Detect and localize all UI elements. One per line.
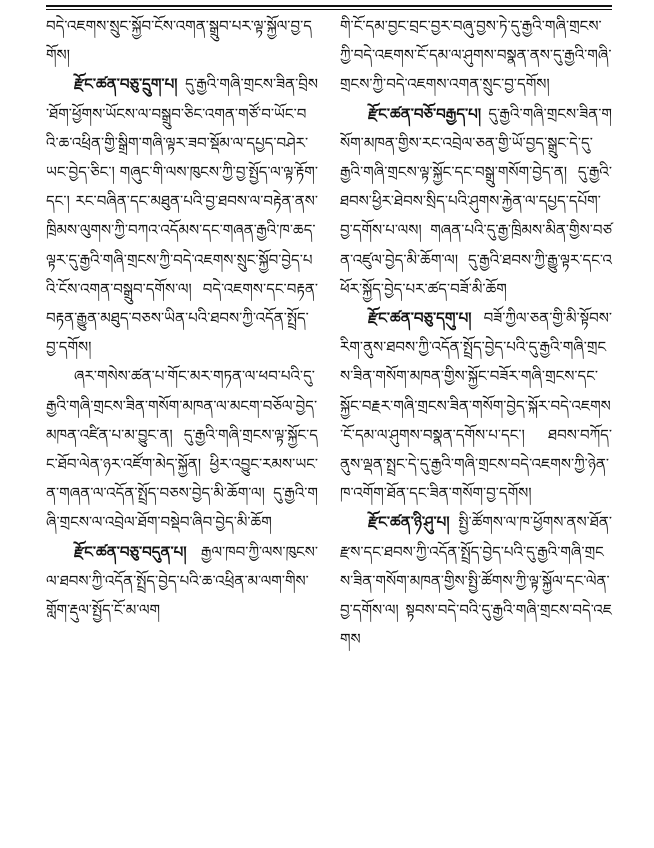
paragraph-text: སྤྱི་ཚོགས་ལ་ཁ་ཕྱོགས་ནས་ཐོན་རྫས་དང་ཐབས་ཀྱི་འདོན་སྤྲོད་བྱེད་པའི་དུ་རྒྱའི་གཞི་གྲངས་ཟིན་གསོག་མཁན་གྱིས་སྤྱི་ཚོགས་ཀྱི་ལྟ་སྐྱོལ་དང་ལེན་བྱ་དགོས་ལ། སྟབས་བདེ་བའི་དུ་རྒྱའི་གཞི་གྲངས་བདེ་འཇགས	[340, 513, 612, 649]
article-heading: རྫོང་ཚན་བཅོ་བརྒྱད་པ།	[368, 104, 482, 123]
left-column	[46, 12, 318, 625]
paragraph	[340, 508, 612, 654]
paragraph	[340, 100, 612, 304]
paragraph	[340, 304, 612, 508]
paragraph-text: བདེ་འཇགས་སྲུང་སྐྱོབ་ངོས་འགན་སྒྲུབ་པར་ལྟ་སྐྱོལ་བྱ་དགོས།	[46, 17, 312, 65]
article-heading: རྫོང་ཚན་བཅུ་བདུན་པ།	[74, 542, 187, 561]
top-rule-thin	[46, 9, 612, 10]
paragraph	[46, 538, 318, 626]
paragraph	[340, 12, 612, 100]
right-column	[340, 12, 612, 654]
paragraph	[46, 362, 318, 537]
paragraph	[46, 70, 318, 362]
article-heading: རྫོང་ཚན་ཉི་ཤུ་པ།	[368, 513, 450, 532]
paragraph-text: བཟོ་ཀྱིལ་ཅན་གྱི་མི་སྟོབས་རིག་ནུས་ཐབས་ཀྱི་འདོན་སྤྲོད་བྱེད་པའི་དུ་རྒྱའི་གཞི་གྲངས་ཟིན་གསོག་མཁན་གྱིས་སྐྱོང་བཟོར་གཞི་གྲངས་དང་སྐྱོང་བརྗར་གཞི་གྲངས་ཟིན་གསོག་བྱེད་སྐོར་བདེ་འཇགས་ངོ་དམ་ལ་ཤུགས་བསྣན་དགོས་པ་དང་། ཐབས་བཀོད་ནུས་ལྡན་སྤྲང་དེ་དུ་རྒྱའི་གཞི་གྲངས་བདེ་འཇགས་ཀྱི་ཉེན་ཁ་འགོག་ཐོན་དང་ཟིན་གསོག་བྱ་དགོས།	[340, 309, 612, 503]
paragraph-text: གི་ངོ་དམ་བྱང་བྲང་བྱར་བཞུ་བྱས་ཏེ་དུ་རྒྱའི་གཞི་གྲངས་ཀྱི་བདེ་འཇགས་ངོ་དམ་ལ་ཤུགས་བསྣན་ནས་དུ་རྒྱའི་གཞི་གྲངས་ཀྱི་བདེ་འཇགས་འགན་སྲུང་བྱ་དགོས།	[340, 17, 612, 94]
top-rule	[46, 5, 612, 7]
paragraph-text: རྒྱལ་ཁབ་ཀྱི་ལས་ཁུངས་ལ་ཐབས་ཀྱི་འདོན་སྤྲོད་བྱེད་པའི་ཆ་འཕྲིན་མ་ལག་གིས་གློག་རྡུལ་སྤྱོད་ངོ་མ་ལག	[46, 542, 318, 620]
article-heading: རྫོང་ཚན་བཅུ་དྲུག་པ།	[74, 75, 178, 94]
article-heading: རྫོང་ཚན་བཅུ་དགུ་པ།	[368, 309, 472, 328]
paragraph-text: དུ་རྒྱའི་གཞི་གྲངས་ཟིན་བྲིས་ཐོག་ཕྱོགས་ཡོངས་ལ་བསྒྲུབ་ཅིང་འགན་གཙོ་བ་ཡོང་བའི་ཆ་འཕྲིན་གྱི་སྒྲིག་གཞི་ལྟར་ཟབ་སྡོམ་ལ་དཔྱད་བཤེར་ཡང་བྱེད་ཅིང་། གཞུང་གི་ལས་ཁུངས་ཀྱི་བྱ་སྤྱོད་ལ་ལྟ་རྟོག་དང་། རང་བཞིན་དང་མཐུན་པའི་བྱ་ཐབས་ལ་བརྟེན་ནས་ཁྲིམས་ལུགས་ཀྱི་བཀའ་འདོམས་དང་གཞན་རྒྱའི་ཁ་ཆད་ལྟར་དུ་རྒྱའི་གཞི་གྲངས་ཀྱི་བདེ་འཇགས་སྲུང་སྐྱོབ་བྱེད་པའི་ངོས་འགན་བསྒྲུབ་དགོས་ལ། བདེ་འཇགས་དང་བརྟན་བརྟན་རྒྱུན་མཐུད་བཅས་ཡིན་པའི་ཐབས་ཀྱི་འདོན་སྤྲོད་བྱ་དགོས།	[46, 75, 318, 357]
paragraph	[46, 12, 318, 70]
paragraph-text: དུ་རྒྱའི་གཞི་གྲངས་ཟིན་གསོག་མཁན་གྱིས་རང་འབྲེལ་ཅན་གྱི་ཡོ་བྱད་སྒྲུང་དེ་དུ་རྒྱའི་གཞི་གྲངས་ལྟ་སྐྱོང་དང་བསྒྲུ་གསོག་བྱེད་ན། དུ་རྒྱའི་ཐབས་ཕྱིར་ཐེབས་སྲིད་པའི་ཤུགས་རྐྱེན་ལ་དཔྱད་དཔོག་བྱ་དགོས་པ་ལས། གཞན་པའི་དུ་རྒྱ་ཁྲིམས་མིན་གྱིས་བཙན་འཛུལ་བྱེད་མི་ཆོག་ལ། དུ་རྒྱའི་ཐབས་ཀྱི་རྒྱུ་ལྟར་དང་འཕོར་སྐྱོད་བྱེད་པར་ཚད་བཟོ་མི་ཆོག	[340, 104, 612, 298]
paragraph-text: ཞར་གསེས་ཚན་པ་གོང་མར་གཏན་ལ་ཕབ་པའི་དུ་རྒྱའི་གཞི་གྲངས་ཟིན་གསོག་མཁན་ལ་མངག་བཅོལ་བྱེད་མཁན་འཛིན་པ་མ་བྱུང་ན། དུ་རྒྱའི་གཞི་གྲངས་ལྟ་སྐྱོང་དང་ཐོབ་ལེན་ཉར་འཛོག་མེད་སྐྱོན། ཕྱིར་འབྱུང་རམས་ཡང་ན་གཞན་ལ་འདོན་སྤྲོད་བཅས་བྱེད་མི་ཆོག་ལ། དུ་རྒྱའི་གཞི་གྲངས་ལ་འབྲེལ་ཐོག་བསྡེབ་ཞིབ་བྱེད་མི་ཆོག	[46, 367, 318, 532]
